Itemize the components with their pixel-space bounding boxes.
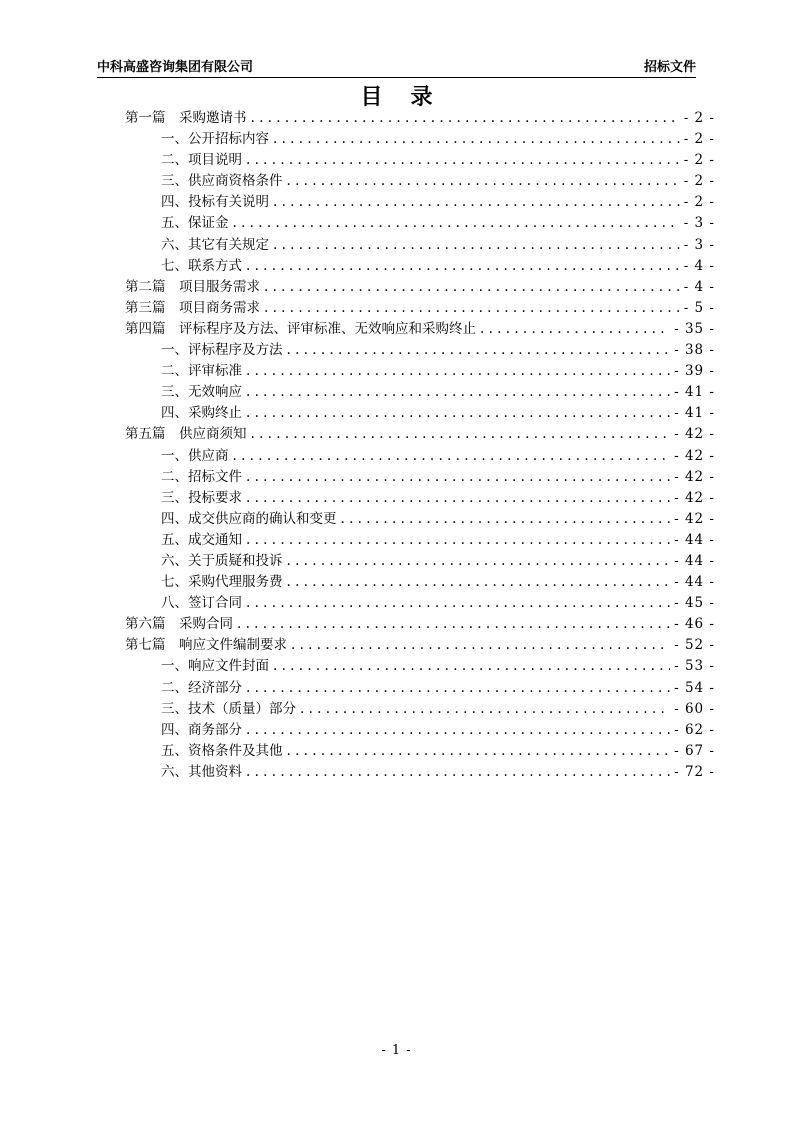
toc-entry-label: 二、项目说明 (161, 152, 242, 169)
toc-entry-page: - 3 - (683, 236, 715, 253)
toc-dot-leader (287, 572, 671, 593)
table-of-contents (125, 108, 715, 783)
toc-entry-page: - 41 - (674, 384, 715, 401)
toc-entry[interactable] (125, 171, 715, 192)
toc-entry-label: 一、供应商 (161, 447, 229, 464)
toc-title: 目录 (360, 85, 461, 110)
toc-entry[interactable] (125, 614, 715, 635)
toc-entry[interactable] (125, 678, 715, 699)
toc-entry[interactable] (125, 361, 715, 382)
toc-entry-label: 第一篇 采购邀请书 (125, 110, 247, 126)
toc-entry-page: - 38 - (674, 342, 715, 359)
document-type: 招标文件 (643, 60, 696, 75)
toc-entry[interactable] (125, 467, 715, 488)
toc-dot-leader (233, 446, 671, 467)
toc-entry-page: - 2 - (683, 152, 715, 169)
toc-entry[interactable] (125, 530, 715, 551)
toc-entry[interactable] (125, 593, 715, 614)
toc-entry[interactable] (125, 424, 715, 445)
toc-dot-leader (246, 762, 670, 783)
toc-entry-page: - 4 - (683, 257, 715, 274)
toc-entry-page: - 53 - (674, 658, 715, 675)
toc-entry-label: 第六篇 采购合同 (125, 616, 233, 633)
toc-entry-page: - 46 - (674, 616, 715, 633)
toc-entry[interactable] (125, 720, 715, 741)
toc-dot-leader (246, 530, 670, 551)
toc-entry-label: 七、采购代理服务费 (161, 574, 283, 591)
toc-dot-leader (233, 213, 680, 234)
toc-entry[interactable] (125, 382, 715, 403)
toc-entry-page: - 3 - (683, 215, 715, 232)
toc-entry-page: - 2 - (683, 173, 715, 190)
toc-dot-leader (246, 256, 680, 277)
toc-entry-page: - 42 - (674, 426, 715, 443)
toc-entry-page: - 2 - (683, 131, 715, 148)
toc-entry[interactable] (125, 192, 715, 213)
toc-entry-label: 七、联系方式 (161, 257, 242, 274)
toc-entry[interactable] (125, 340, 715, 361)
toc-dot-leader (287, 340, 671, 361)
toc-entry-label: 五、保证金 (161, 215, 229, 232)
toc-entry-label: 五、资格条件及其他 (161, 742, 283, 759)
toc-dot-leader (287, 741, 671, 762)
toc-entry-label: 五、成交通知 (161, 531, 242, 548)
toc-dot-leader (251, 108, 680, 129)
toc-entry-label: 第二篇 项目服务需求 (125, 278, 260, 295)
toc-dot-leader (251, 424, 671, 445)
toc-entry[interactable] (125, 699, 715, 720)
toc-entry[interactable] (125, 635, 715, 656)
toc-entry-page: - 41 - (674, 405, 715, 422)
toc-dot-leader (300, 699, 670, 720)
toc-entry-label: 一、评标程序及方法 (161, 342, 283, 359)
toc-entry[interactable] (125, 256, 715, 277)
toc-dot-leader (287, 171, 680, 192)
toc-entry-page: - 54 - (674, 679, 715, 696)
toc-dot-leader (287, 551, 671, 572)
toc-entry-label: 三、无效响应 (161, 384, 242, 401)
toc-entry[interactable] (125, 656, 715, 677)
header-divider (97, 77, 696, 78)
toc-entry-page: - 44 - (674, 552, 715, 569)
toc-entry[interactable] (125, 235, 715, 256)
toc-entry-label: 四、采购终止 (161, 405, 242, 422)
toc-entry-label: 二、经济部分 (161, 679, 242, 696)
toc-dot-leader (246, 361, 670, 382)
toc-entry-label: 四、投标有关说明 (161, 194, 269, 211)
toc-entry-label: 四、商务部分 (161, 721, 242, 738)
toc-entry[interactable] (125, 509, 715, 530)
toc-dot-leader (273, 192, 680, 213)
toc-entry[interactable] (125, 488, 715, 509)
toc-entry-label: 三、供应商资格条件 (161, 173, 283, 190)
toc-entry-page: - 42 - (674, 468, 715, 485)
toc-entry[interactable] (125, 446, 715, 467)
toc-entry[interactable] (125, 403, 715, 424)
toc-entry-page: - 67 - (674, 742, 715, 759)
toc-entry-label: 第五篇 供应商须知 (125, 426, 247, 443)
toc-entry-page: - 62 - (674, 721, 715, 738)
toc-entry-page: - 2 - (683, 110, 715, 126)
toc-entry[interactable] (125, 277, 715, 298)
toc-entry-page: - 42 - (674, 489, 715, 506)
toc-entry-label: 六、其它有关规定 (161, 236, 269, 253)
toc-entry-page: - 72 - (674, 763, 715, 780)
page-number: - 1 - (381, 1043, 412, 1058)
toc-entry[interactable] (125, 129, 715, 150)
company-name: 中科高盛咨询集团有限公司 (97, 60, 254, 75)
toc-dot-leader (264, 277, 680, 298)
toc-dot-leader (273, 235, 680, 256)
toc-entry-label: 第三篇 项目商务需求 (125, 299, 260, 316)
toc-entry[interactable] (125, 108, 715, 129)
toc-dot-leader (246, 678, 670, 699)
toc-dot-leader (264, 298, 680, 319)
toc-entry[interactable] (125, 150, 715, 171)
toc-entry-label: 三、技术（质量）部分 (161, 700, 296, 717)
toc-entry-label: 第七篇 响应文件编制要求 (125, 637, 287, 654)
toc-entry[interactable] (125, 319, 715, 340)
toc-entry[interactable] (125, 551, 715, 572)
toc-dot-leader (246, 150, 680, 171)
toc-entry-label: 二、评审标准 (161, 363, 242, 380)
toc-entry-label: 第四篇 评标程序及方法、评审标准、无效响应和采购终止 (125, 320, 476, 337)
toc-dot-leader (246, 382, 670, 403)
toc-entry-page: - 2 - (683, 194, 715, 211)
toc-entry-page: - 44 - (674, 574, 715, 591)
toc-dot-leader (246, 593, 670, 614)
toc-entry-page: - 44 - (674, 531, 715, 548)
toc-entry-page: - 5 - (683, 299, 715, 316)
toc-entry[interactable] (125, 213, 715, 234)
toc-entry[interactable] (125, 762, 715, 783)
toc-entry-page: - 42 - (674, 447, 715, 464)
toc-dot-leader (246, 720, 670, 741)
toc-entry-page: - 39 - (674, 363, 715, 380)
toc-dot-leader (480, 319, 670, 340)
toc-entry-label: 一、响应文件封面 (161, 658, 269, 675)
toc-dot-leader (291, 635, 670, 656)
toc-entry[interactable] (125, 298, 715, 319)
toc-entry[interactable] (125, 741, 715, 762)
toc-entry-label: 六、其他资料 (161, 763, 242, 780)
toc-entry-page: - 60 - (674, 700, 715, 717)
toc-entry-page: - 52 - (674, 637, 715, 654)
toc-entry-label: 一、公开招标内容 (161, 131, 269, 148)
toc-dot-leader (341, 509, 671, 530)
toc-dot-leader (246, 488, 670, 509)
toc-dot-leader (273, 129, 680, 150)
toc-entry-label: 三、投标要求 (161, 489, 242, 506)
toc-dot-leader (246, 467, 670, 488)
toc-entry-label: 四、成交供应商的确认和变更 (161, 510, 337, 527)
toc-entry-label: 六、关于质疑和投诉 (161, 552, 283, 569)
toc-dot-leader (237, 614, 670, 635)
toc-entry-label: 八、签订合同 (161, 595, 242, 612)
toc-entry[interactable] (125, 572, 715, 593)
toc-dot-leader (246, 403, 670, 424)
toc-entry-page: - 45 - (674, 595, 715, 612)
toc-entry-label: 二、招标文件 (161, 468, 242, 485)
toc-entry-page: - 4 - (683, 278, 715, 295)
toc-entry-page: - 35 - (674, 320, 715, 337)
toc-entry-page: - 42 - (674, 510, 715, 527)
page-header (97, 56, 696, 78)
toc-dot-leader (273, 656, 670, 677)
